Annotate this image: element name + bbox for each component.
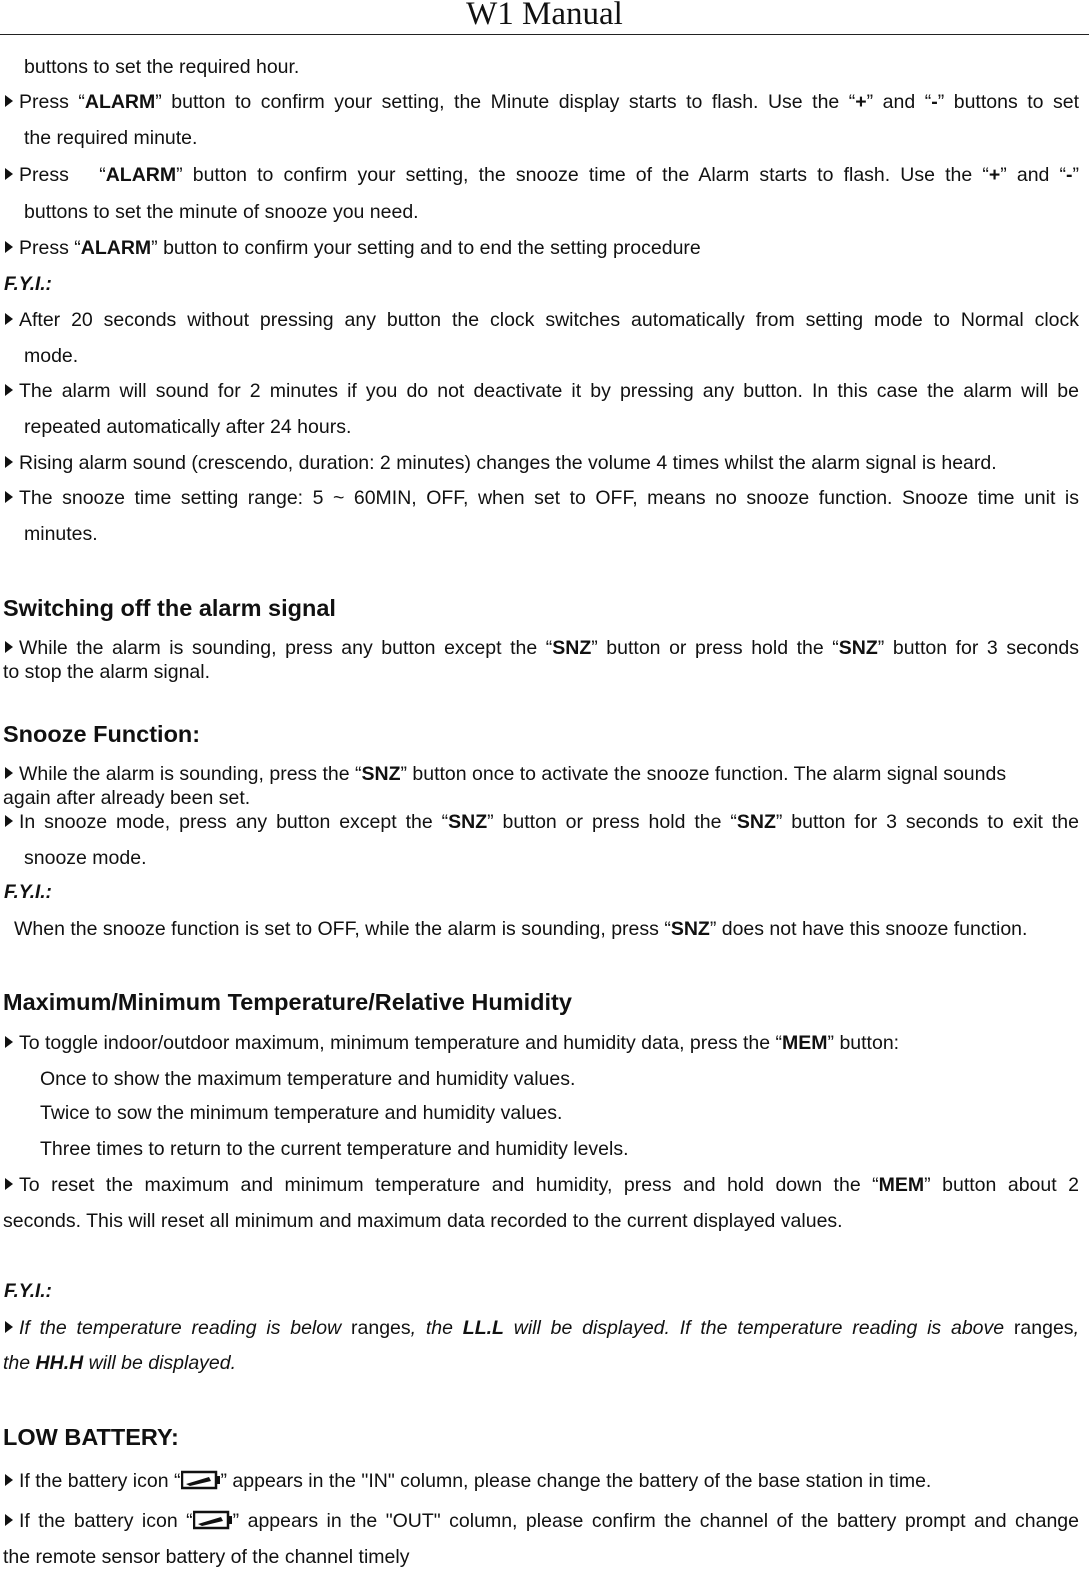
bullet-line: Press “ALARM” button to confirm your setting, the snooze time of the Alarm starts to flash. Use the “+” and “-” — [3, 163, 1079, 187]
triangle-bullet-icon — [5, 456, 13, 468]
paragraph-line: minutes. — [24, 523, 98, 545]
triangle-bullet-icon — [5, 313, 13, 325]
section-heading: Snooze Function: — [3, 721, 201, 747]
triangle-bullet-icon — [5, 1178, 13, 1190]
paragraph-line: to stop the alarm signal. — [3, 661, 211, 683]
paragraph-line: seconds. This will reset all minimum and maximum data recorded to the current displayed values. — [3, 1210, 843, 1232]
page-header — [0, 0, 1089, 35]
triangle-bullet-icon — [5, 95, 13, 107]
fyi-label: F.Y.I.: — [4, 882, 52, 903]
bullet-line: To toggle indoor/outdoor maximum, minimum temperature and humidity data, press the “MEM” button: — [3, 1031, 1079, 1055]
triangle-bullet-icon — [5, 241, 13, 253]
triangle-bullet-icon — [5, 1514, 13, 1526]
bullet-line: The snooze time setting range: 5 ~ 60MIN, OFF, when set to OFF, means no snooze function. Snooze time unit is — [3, 486, 1079, 510]
triangle-bullet-icon — [5, 815, 13, 827]
bullet-line: After 20 seconds without pressing any button the clock switches automatically from setting mode to Normal clock — [3, 308, 1079, 332]
paragraph-line: mode. — [24, 345, 79, 367]
paragraph-line: again after already been set. — [3, 787, 251, 809]
bullet-line: Rising alarm sound (crescendo, duration: 2 minutes) changes the volume 4 times whilst the alarm signal is heard. — [3, 451, 1079, 475]
paragraph-line: When the snooze function is set to OFF, while the alarm is sounding, press “SNZ” does not have this snooze function. — [14, 918, 1028, 940]
section-heading: Switching off the alarm signal — [3, 595, 336, 621]
paragraph-line: buttons to set the minute of snooze you need. — [24, 201, 419, 223]
paragraph-line: Three times to return to the current temperature and humidity levels. — [40, 1138, 629, 1160]
paragraph-line: snooze mode. — [24, 847, 147, 869]
bullet-line: While the alarm is sounding, press the “SNZ” button once to activate the snooze function. The alarm signal sounds — [3, 762, 1079, 786]
section-heading: LOW BATTERY: — [3, 1424, 179, 1450]
bullet-line: The alarm will sound for 2 minutes if you do not deactivate it by pressing any button. In this case the alarm will be — [3, 379, 1079, 403]
triangle-bullet-icon — [5, 1036, 13, 1048]
paragraph-line: repeated automatically after 24 hours. — [24, 416, 352, 438]
triangle-bullet-icon — [5, 491, 13, 503]
fyi-label: F.Y.I.: — [4, 1281, 52, 1302]
triangle-bullet-icon — [5, 767, 13, 779]
bullet-line: While the alarm is sounding, press any button except the “SNZ” button or press hold the “SNZ” button for 3 seconds — [3, 636, 1079, 660]
bullet-line: To reset the maximum and minimum temperature and humidity, press and hold down the “MEM” button about 2 — [3, 1173, 1079, 1197]
bullet-line: Press “ALARM” button to confirm your setting and to end the setting procedure — [3, 236, 1079, 260]
paragraph-line: the HH.H will be displayed. — [3, 1352, 237, 1374]
fyi-label: F.Y.I.: — [4, 274, 52, 295]
bullet-line: In snooze mode, press any button except the “SNZ” button or press hold the “SNZ” button for 3 seconds to exit the — [3, 810, 1079, 834]
triangle-bullet-icon — [5, 1321, 13, 1333]
paragraph-line: the required minute. — [24, 127, 198, 149]
paragraph-line: Once to show the maximum temperature and humidity values. — [40, 1068, 576, 1090]
bullet-line: If the battery icon “ ” appears in the "IN" column, please change the battery of the base station in time. — [3, 1469, 1079, 1493]
low-battery-icon — [193, 1510, 233, 1530]
paragraph-line: the remote sensor battery of the channel timely — [3, 1546, 410, 1568]
triangle-bullet-icon — [5, 168, 13, 180]
section-heading: Maximum/Minimum Temperature/Relative Humidity — [3, 989, 572, 1015]
paragraph-line: buttons to set the required hour. — [24, 56, 300, 78]
triangle-bullet-icon — [5, 384, 13, 396]
low-battery-icon — [181, 1470, 221, 1490]
bullet-line: If the temperature reading is below ranges, the LL.L will be displayed. If the temperature reading is above ranges, — [3, 1316, 1079, 1340]
triangle-bullet-icon — [5, 1474, 13, 1486]
bullet-line: Press “ALARM” button to confirm your setting, the Minute display starts to flash. Use the “+” and “-” buttons to set — [3, 90, 1079, 114]
paragraph-line: Twice to sow the minimum temperature and humidity values. — [40, 1102, 563, 1124]
page-title: W1 Manual — [466, 0, 623, 32]
bullet-line: If the battery icon “ ” appears in the "OUT" column, please confirm the channel of the battery prompt and change — [3, 1509, 1079, 1533]
triangle-bullet-icon — [5, 641, 13, 653]
